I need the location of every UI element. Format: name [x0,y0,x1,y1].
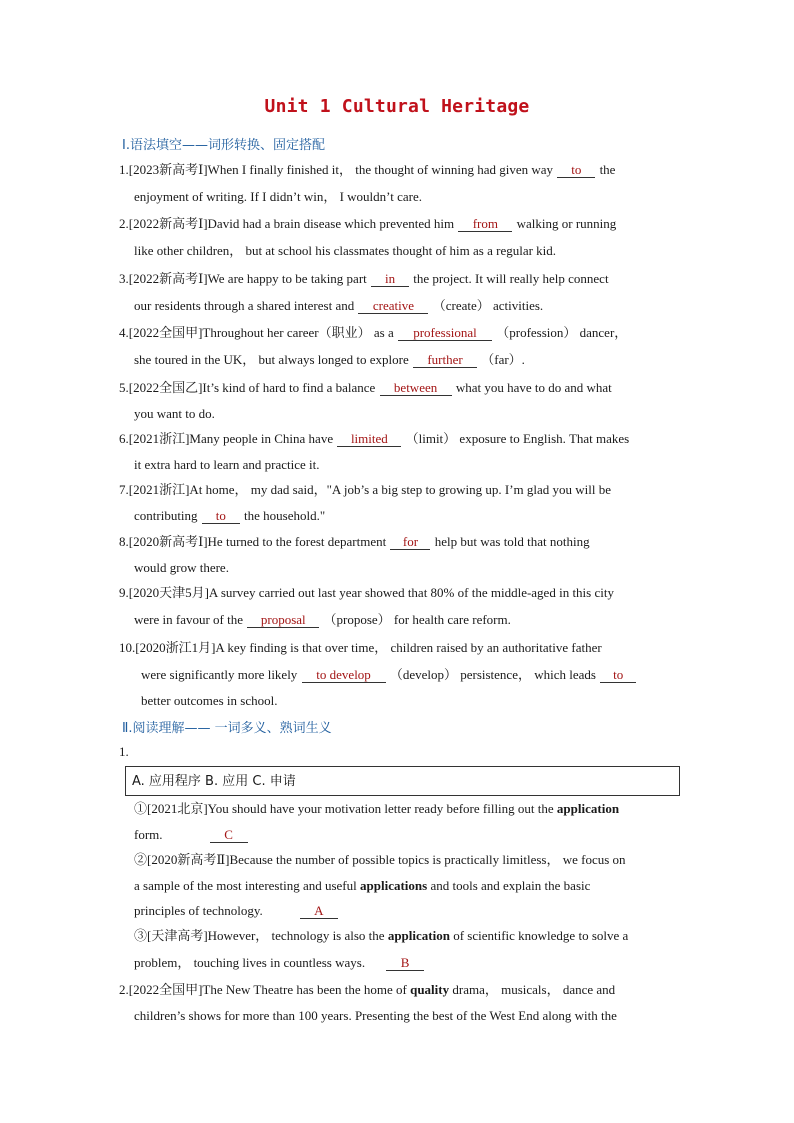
question-4-line-2: she toured in the UK， but always longed to explore further （far）. [134,352,525,367]
question-6-line-2: it extra hard to learn and practice it. [134,457,320,472]
answer-blank: to [202,509,240,524]
item-1-line-2: form. C [134,827,249,843]
keyword: quality [410,982,450,997]
answer-blank: to [600,668,636,683]
question-6-line-1: 6.[2021浙江]Many people in China have limited （limit） exposure to English. That makes [119,431,630,446]
question-5-line-2: you want to do. [134,406,215,421]
item-3-line-2: problem， touching lives in countless ways. B [134,955,425,971]
section-heading-grammar: Ⅰ.语法填空——词形转换、固定搭配 [122,138,325,153]
item-1-line-1: ①[2021北京]You should have your motivation letter ready before filling out the application [134,801,620,816]
question-5-line-1: 5.[2022全国乙]It’s kind of hard to find a balance between what you have to do and what [119,380,612,395]
question-2-line-1: 2.[2022新高考Ⅰ]David had a brain disease which prevented him from walking or running [119,216,617,231]
answer-blank: from [458,217,512,232]
question-8-line-2: would grow there. [134,560,229,575]
reading-question-2-line-1: 2.[2022全国甲]The New Theatre has been the home of quality drama， musicals， dance and [119,982,616,997]
answer-blank: professional [398,326,492,341]
keyword: application [387,928,450,943]
answer-blank: limited [337,432,401,447]
question-8-line-1: 8.[2020新高考Ⅰ]He turned to the forest department for help but was told that nothing [119,534,590,549]
answer-blank: to develop [302,668,386,683]
question-4-line-1: 4.[2022全国甲]Throughout her career（职业） as a professional （profession） dancer， [119,325,628,340]
answer-blank: B [386,956,424,971]
question-10-line-2: were significantly more likely to develop （develop） persistence， which leads to [141,667,637,683]
item-2-line-3: principles of technology. A [134,903,339,919]
reading-question-2-line-2: children’s shows for more than 100 years. Presenting the best of the West End along with the [134,1008,617,1023]
question-3-line-2: our residents through a shared interest and creative （create） activities. [134,298,544,313]
question-1-line-2: enjoyment of writing. If I didn’t win， I wouldn’t care. [134,189,422,204]
page-title: Unit 1 Cultural Heritage [264,96,530,117]
question-7-line-2: contributing to the household." [134,508,326,523]
answer-blank: A [300,904,338,919]
answer-blank: further [413,353,477,368]
question-10-line-3: better outcomes in school. [141,693,278,708]
item-3-line-1: ③[天津高考]However， technology is also the application of scientific knowledge to solve a [134,928,629,943]
answer-blank: between [380,381,452,396]
question-9-line-2: were in favour of the proposal （propose） for health care reform. [134,612,511,627]
item-2-line-1: ②[2020新高考Ⅱ]Because the number of possible topics is practically limitless， we focus on [134,852,626,867]
keyword: application [556,801,620,816]
question-9-line-1: 9.[2020天津5月]A survey carried out last year showed that 80% of the middle-aged in this city [119,585,614,600]
answer-blank: creative [358,299,428,314]
question-3-line-1: 3.[2022新高考Ⅰ]We are happy to be taking part in the project. It will really help connect [119,271,609,286]
answer-blank: for [390,535,430,550]
answer-blank: in [371,272,409,287]
answer-blank: to [557,163,595,178]
reading-question-1-number: 1. [119,744,129,759]
question-7-line-1: 7.[2021浙江]At home， my dad said，"A job’s a big step to growing up. I’m glad you will be [119,482,612,497]
question-10-line-1: 10.[2020浙江1月]A key finding is that over time， children raised by an authoritative father [119,640,602,655]
section-heading-reading: Ⅱ.阅读理解—— 一词多义、熟词生义 [122,721,332,736]
item-2-line-2: a sample of the most interesting and useful applications and tools and explain the basic [134,878,591,893]
answer-blank: proposal [247,613,319,628]
keyword: applications [360,878,428,893]
options-box: A. 应用程序 B. 应用 C. 申请 [125,766,680,796]
question-2-line-2: like other children， but at school his classmates thought of him as a regular kid. [134,243,557,258]
question-1-line-1: 1.[2023新高考Ⅰ]When I finally finished it， the thought of winning had given way to the [119,162,616,177]
answer-blank: C [210,828,248,843]
